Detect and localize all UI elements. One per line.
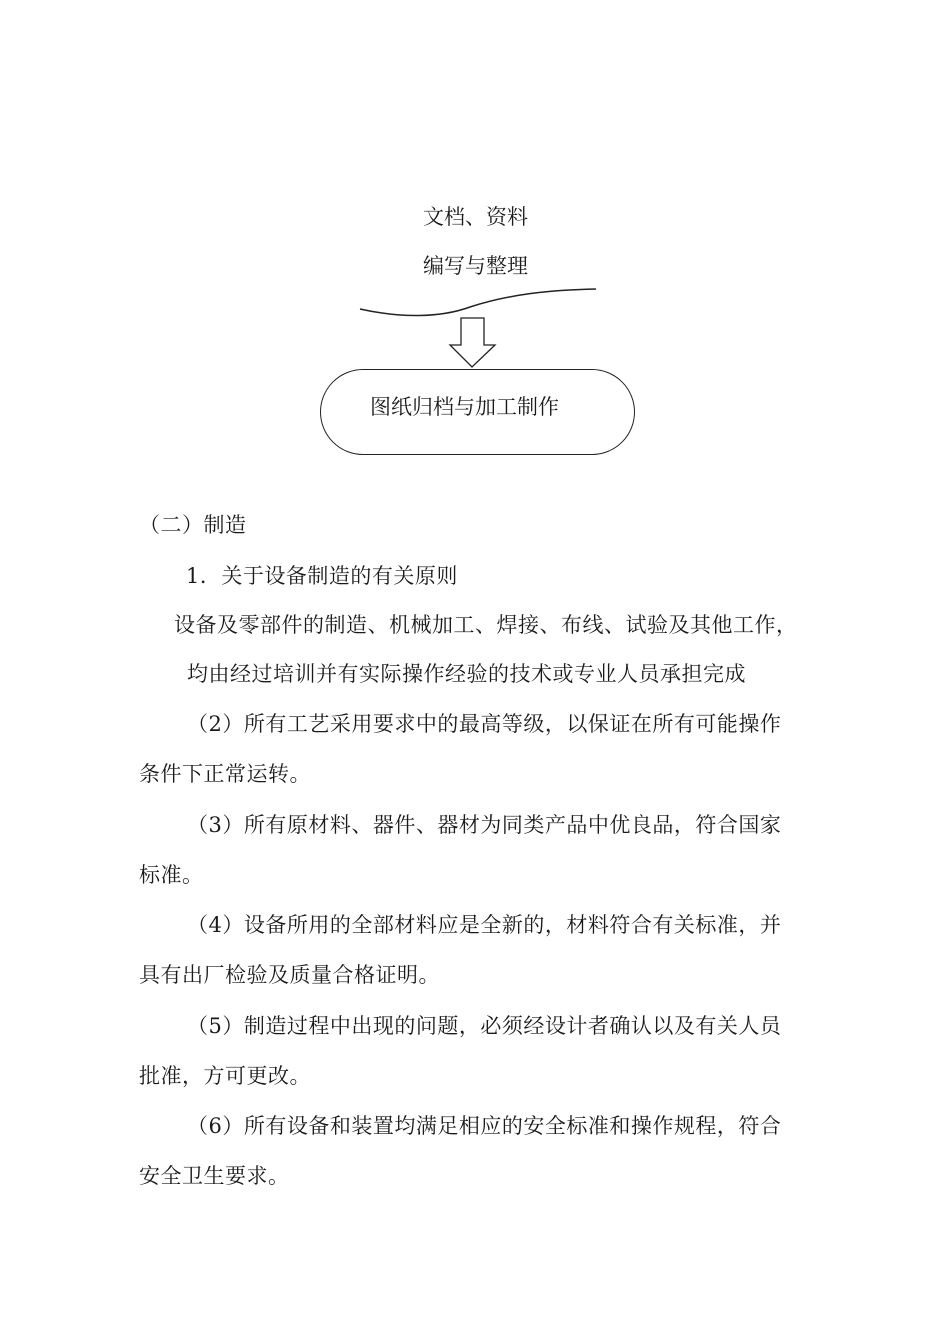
section-subheading: 1．关于设备制造的有关原则 [186, 564, 458, 588]
item-1-line-1: 设备及零部件的制造、机械加工、焊接、布线、试验及其他工作， [174, 613, 798, 637]
document-node-label-line2: 编写与整理 [423, 254, 528, 278]
item-5-line-2: 批准，方可更改。 [139, 1064, 311, 1088]
item-4-line-1: （4）设备所用的全部材料应是全新的，材料符合有关标准，并 [187, 913, 782, 937]
document-shape-wavy-edge [360, 289, 596, 316]
item-3-line-2: 标准。 [139, 863, 204, 887]
item-2-line-1: （2）所有工艺采用要求中的最高等级，以保证在所有可能操作 [187, 712, 782, 736]
flowchart [0, 0, 950, 480]
item-2-line-2: 条件下正常运转。 [139, 762, 311, 786]
document-node-label-line1: 文档、资料 [423, 205, 528, 229]
section-heading: （二）制造 [139, 513, 247, 537]
item-6-line-1: （6）所有设备和装置均满足相应的安全标准和操作规程，符合 [187, 1114, 782, 1138]
item-5-line-1: （5）制造过程中出现的问题，必须经设计者确认以及有关人员 [187, 1014, 782, 1038]
item-6-line-2: 安全卫生要求。 [139, 1164, 290, 1188]
item-1-line-2: 均由经过培训并有实际操作经验的技术或专业人员承担完成 [187, 662, 746, 686]
item-4-line-2: 具有出厂检验及质量合格证明。 [139, 963, 440, 987]
item-3-line-1: （3）所有原材料、器件、器材为同类产品中优良品，符合国家 [187, 813, 782, 837]
terminal-node-label: 图纸归档与加工制作 [370, 395, 559, 419]
down-arrow-icon [450, 318, 495, 367]
